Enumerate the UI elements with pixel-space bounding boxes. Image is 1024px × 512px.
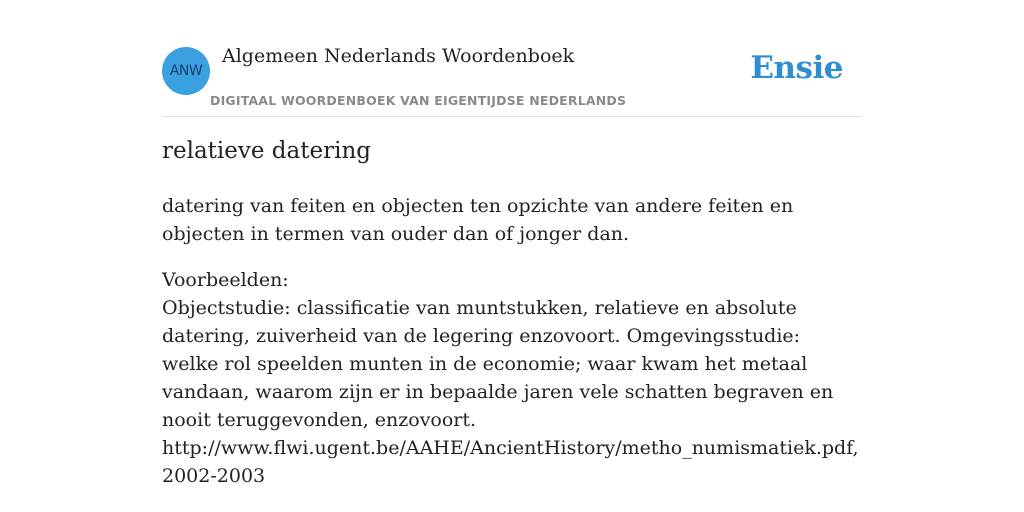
logo-text: ANW bbox=[169, 63, 203, 79]
examples-label: Voorbeelden: bbox=[162, 269, 289, 291]
examples-text: Objectstudie: classificatie van muntstukken, relatieve en absolute datering, zuiverheid van de legering enzovoort. Omgevingsstudie: welke rol speelden munten in de economie; waar kwam het metaal vandaan, waarom zijn er in bepaalde jaren vele schatten begraven en nooit teruggevonden, enzovoort. http://www.flwi.ugent.be/AAHE/AncientHistory/metho_numismatiek.pdf, 2002-2003 bbox=[162, 297, 859, 487]
entry-definition: datering van feiten en objecten ten opzichte van andere feiten en objecten in termen van ouder dan of jonger dan. bbox=[162, 195, 794, 245]
page bbox=[162, 0, 862, 512]
site-header bbox=[162, 0, 862, 117]
ensie-brand-link[interactable]: Ensie bbox=[750, 50, 843, 86]
entry-examples bbox=[162, 266, 862, 490]
site-title[interactable]: Algemeen Nederlands Woordenboek bbox=[222, 45, 575, 67]
anw-logo[interactable] bbox=[162, 47, 210, 95]
entry-headword: relatieve datering bbox=[162, 138, 371, 164]
site-subtitle: DIGITAAL WOORDENBOEK VAN EIGENTIJDSE NEDERLANDS bbox=[210, 93, 627, 108]
